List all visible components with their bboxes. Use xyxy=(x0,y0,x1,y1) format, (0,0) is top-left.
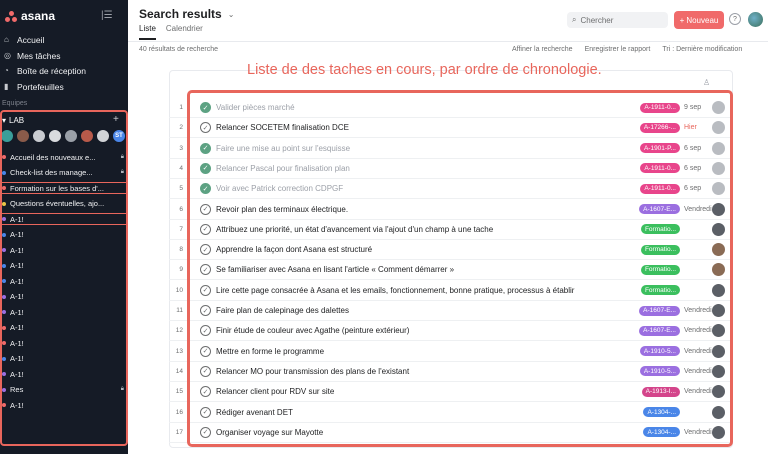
task-name[interactable]: Faire plan de calepinage des dalettes xyxy=(216,306,349,315)
project-tag[interactable]: A-1607-E... xyxy=(639,326,680,336)
row-number: 2 xyxy=(179,124,183,132)
complete-checkbox-icon[interactable]: ✓ xyxy=(200,346,211,357)
sidebar-project-label: A-1! xyxy=(10,276,24,286)
due-date[interactable]: Vendredi xyxy=(684,428,712,436)
complete-checkbox-icon[interactable]: ✓ xyxy=(200,102,211,113)
due-date[interactable]: Vendredi xyxy=(684,205,712,213)
sidebar-project-label: Formation sur les bases d'... xyxy=(10,183,104,193)
view-tabs xyxy=(139,24,203,40)
project-tag[interactable]: A-17266-... xyxy=(640,123,680,133)
due-date[interactable]: Vendredi xyxy=(684,347,712,355)
sidebar-project-label: A-1! xyxy=(10,307,24,317)
sidebar-project-label: A-1! xyxy=(10,261,24,270)
due-date[interactable]: 6 sep xyxy=(684,164,702,172)
nav-portfolios[interactable] xyxy=(4,81,64,93)
task-name[interactable]: Revoir plan des terminaux électrique. xyxy=(216,204,349,214)
tab-calendar[interactable]: Calendrier xyxy=(165,24,203,33)
project-tag[interactable]: A-1304-... xyxy=(643,427,680,437)
check-circle-icon: ◎ xyxy=(4,51,11,60)
task-name[interactable]: Valider pièces marché xyxy=(216,103,295,112)
row-number: 13 xyxy=(175,347,183,355)
team-highlight-box xyxy=(0,110,128,446)
search-placeholder: Chercher xyxy=(580,15,614,25)
project-tag[interactable]: A-1913-I... xyxy=(642,387,680,397)
sidebar-project-label: A-1! xyxy=(10,354,24,363)
help-icon[interactable]: ? xyxy=(729,13,741,25)
task-name[interactable]: Voir avec Patrick correction CDPGF xyxy=(216,184,344,194)
sidebar-project-label: A-1! xyxy=(10,245,24,255)
lock-icon: 🔒︎ xyxy=(120,153,124,160)
complete-checkbox-icon[interactable]: ✓ xyxy=(200,325,211,336)
due-date[interactable]: Vendredi xyxy=(684,327,712,335)
complete-checkbox-icon[interactable]: ✓ xyxy=(200,264,211,275)
nav-portfolios-label: Portefeuilles xyxy=(17,82,64,92)
lock-icon: 🔒︎ xyxy=(120,169,124,175)
row-number: 1 xyxy=(179,104,183,111)
complete-checkbox-icon[interactable]: ✓ xyxy=(200,224,211,235)
task-name[interactable]: Apprendre la façon dont Asana est structuré xyxy=(216,245,373,255)
complete-checkbox-icon[interactable]: ✓ xyxy=(200,122,211,133)
task-name[interactable]: Mettre en forme le programme xyxy=(216,346,325,356)
asana-logo[interactable] xyxy=(5,9,55,23)
complete-checkbox-icon[interactable]: ✓ xyxy=(200,386,211,397)
nav-inbox[interactable] xyxy=(4,65,86,77)
due-date[interactable]: 6 sep xyxy=(684,185,702,193)
complete-checkbox-icon[interactable]: ✓ xyxy=(200,204,211,215)
complete-checkbox-icon[interactable]: ✓ xyxy=(200,366,211,377)
sidebar-project-label: Questions éventuelles, ajo... xyxy=(10,199,105,208)
chart-icon: ▮ xyxy=(4,82,9,91)
task-name[interactable]: Attribuez une priorité, un état d'avancement via l'ajout d'un champ à une tache xyxy=(216,224,494,234)
asana-logo-icon xyxy=(5,11,17,22)
lock-icon: 🔒︎ xyxy=(120,386,124,392)
row-number: 17 xyxy=(175,428,183,436)
task-name[interactable]: Relancer client pour RDV sur site xyxy=(216,387,335,397)
row-number: 9 xyxy=(179,266,183,274)
sidebar-project-label: A-1! xyxy=(10,369,24,379)
header-divider xyxy=(128,41,768,42)
due-date[interactable]: Vendredi xyxy=(684,307,712,314)
complete-checkbox-icon[interactable]: ✓ xyxy=(200,143,211,154)
project-tag[interactable]: Formatio... xyxy=(641,285,680,295)
row-number: 3 xyxy=(179,144,183,152)
due-date[interactable]: Vendredi xyxy=(684,367,712,375)
plus-icon: + xyxy=(679,15,685,25)
bell-icon: ◔ xyxy=(4,66,9,75)
task-name[interactable]: Lire cette page consacrée à Asana et les emails, fonctionnement, bonne pratique, processus à établir xyxy=(216,285,575,295)
new-button-label: Nouveau xyxy=(686,15,719,25)
sidebar-project-label: A-1! xyxy=(10,338,24,348)
due-date[interactable]: 6 sep xyxy=(684,144,702,152)
due-date[interactable]: 9 sep xyxy=(684,104,702,111)
project-tag[interactable]: A-1910-5... xyxy=(640,346,680,356)
task-name[interactable]: Relancer MO pour transmission des plans de l'existant xyxy=(216,366,410,376)
assignee-column-icon: ♙ xyxy=(703,78,711,87)
project-tag[interactable]: Formatio... xyxy=(641,245,680,255)
project-tag[interactable]: A-1910-5... xyxy=(640,366,680,376)
task-list-highlight-box xyxy=(187,90,733,447)
user-avatar[interactable] xyxy=(748,12,763,27)
search-input[interactable] xyxy=(567,12,668,28)
results-count: 40 résultats de recherche xyxy=(139,46,218,53)
tab-list[interactable]: Liste xyxy=(139,24,156,40)
sidebar-project-label: Accueil des nouveaux e... xyxy=(10,152,96,162)
chevron-down-icon: ⌄ xyxy=(227,9,235,19)
task-name[interactable]: Relancer Pascal pour finalisation plan xyxy=(216,163,350,173)
task-name[interactable]: Finir étude de couleur avec Agathe (peinture extérieur) xyxy=(216,326,410,336)
task-name[interactable]: Se familiariser avec Asana en lisant l'article « Comment démarrer » xyxy=(216,265,455,275)
sort-button[interactable]: Tri : Dernière modification xyxy=(662,46,743,53)
sidebar-project-label: A-1! xyxy=(10,323,24,332)
nav-inbox-label: Boîte de réception xyxy=(17,66,86,76)
sidebar-project-label: A-1! xyxy=(10,214,24,224)
avatar-initials[interactable]: ST xyxy=(112,129,126,143)
refine-search-button[interactable]: Affiner la recherche xyxy=(512,46,573,53)
home-icon: ⌂ xyxy=(4,35,9,44)
due-date[interactable]: Vendredi xyxy=(684,388,712,396)
task-name[interactable]: Relancer SOCETEM finalisation DCE xyxy=(216,123,349,133)
logo-text: asana xyxy=(21,9,56,23)
page-title-text: Search results xyxy=(139,7,222,21)
task-name[interactable]: Rédiger avenant DET xyxy=(216,407,293,417)
search-icon: ⌕ xyxy=(572,15,577,24)
project-tag[interactable]: A-1607-E... xyxy=(639,306,680,316)
nav-home-label: Accueil xyxy=(17,35,45,45)
row-number: 14 xyxy=(175,367,183,375)
chevron-down-icon: ▾ xyxy=(2,116,7,125)
sidebar-project-label: A-1! xyxy=(10,400,24,410)
annotation-text: Liste de des taches en cours, par ordre de chronologie. xyxy=(247,62,602,78)
project-tag[interactable]: A-1911-0... xyxy=(640,103,680,113)
project-tag[interactable]: A-1304-... xyxy=(643,407,680,417)
sidebar-project-label: A-1! xyxy=(10,230,24,239)
toolbar-actions xyxy=(512,46,742,53)
project-tag[interactable]: A-1911-0... xyxy=(640,163,680,173)
nav-my-tasks-label: Mes tâches xyxy=(17,51,61,61)
sidebar-project-label: A-1! xyxy=(10,292,24,301)
teams-section-label: Equipes xyxy=(2,100,28,107)
row-number: 11 xyxy=(176,307,183,314)
sidebar xyxy=(0,0,128,454)
add-team-item-icon[interactable]: + xyxy=(113,114,119,125)
new-button[interactable] xyxy=(674,11,724,29)
complete-checkbox-icon[interactable]: ✓ xyxy=(200,427,211,438)
task-name[interactable]: Faire une mise au point sur l'esquisse xyxy=(216,143,351,153)
project-tag[interactable]: A-1901-P... xyxy=(640,143,680,153)
complete-checkbox-icon[interactable]: ✓ xyxy=(200,244,211,255)
project-tag[interactable]: Formatio... xyxy=(641,224,680,234)
complete-checkbox-icon[interactable]: ✓ xyxy=(200,183,211,194)
project-tag[interactable]: A-1607-E... xyxy=(639,204,680,214)
row-number: 10 xyxy=(175,286,183,294)
sidebar-project-label: Check-list des manage... xyxy=(10,168,93,177)
row-number: 7 xyxy=(179,225,183,233)
complete-checkbox-icon[interactable]: ✓ xyxy=(200,407,211,418)
row-number: 16 xyxy=(175,408,183,416)
team-name: LAB xyxy=(9,116,25,125)
row-number: 8 xyxy=(179,246,183,254)
due-date[interactable]: Hier xyxy=(684,124,697,132)
row-number: 12 xyxy=(175,327,183,335)
nav-my-tasks[interactable] xyxy=(4,50,60,62)
nav-home[interactable] xyxy=(4,34,44,46)
complete-checkbox-icon[interactable]: ✓ xyxy=(200,305,211,316)
task-name[interactable]: Organiser voyage sur Mayotte xyxy=(216,427,324,437)
project-tag[interactable]: A-1911-0... xyxy=(640,184,680,194)
project-tag[interactable]: Formatio... xyxy=(641,265,680,275)
row-number: 6 xyxy=(179,205,183,213)
save-report-button[interactable]: Enregistrer le rapport xyxy=(584,46,651,53)
complete-checkbox-icon[interactable]: ✓ xyxy=(200,163,211,174)
sidebar-project-label: Res xyxy=(10,385,24,394)
row-number: 4 xyxy=(179,164,183,172)
row-number: 5 xyxy=(179,185,183,193)
row-number: 15 xyxy=(175,388,183,396)
page-title[interactable] xyxy=(139,7,234,21)
complete-checkbox-icon[interactable]: ✓ xyxy=(200,285,211,296)
collapse-sidebar-icon[interactable]: |☰ xyxy=(101,10,113,21)
